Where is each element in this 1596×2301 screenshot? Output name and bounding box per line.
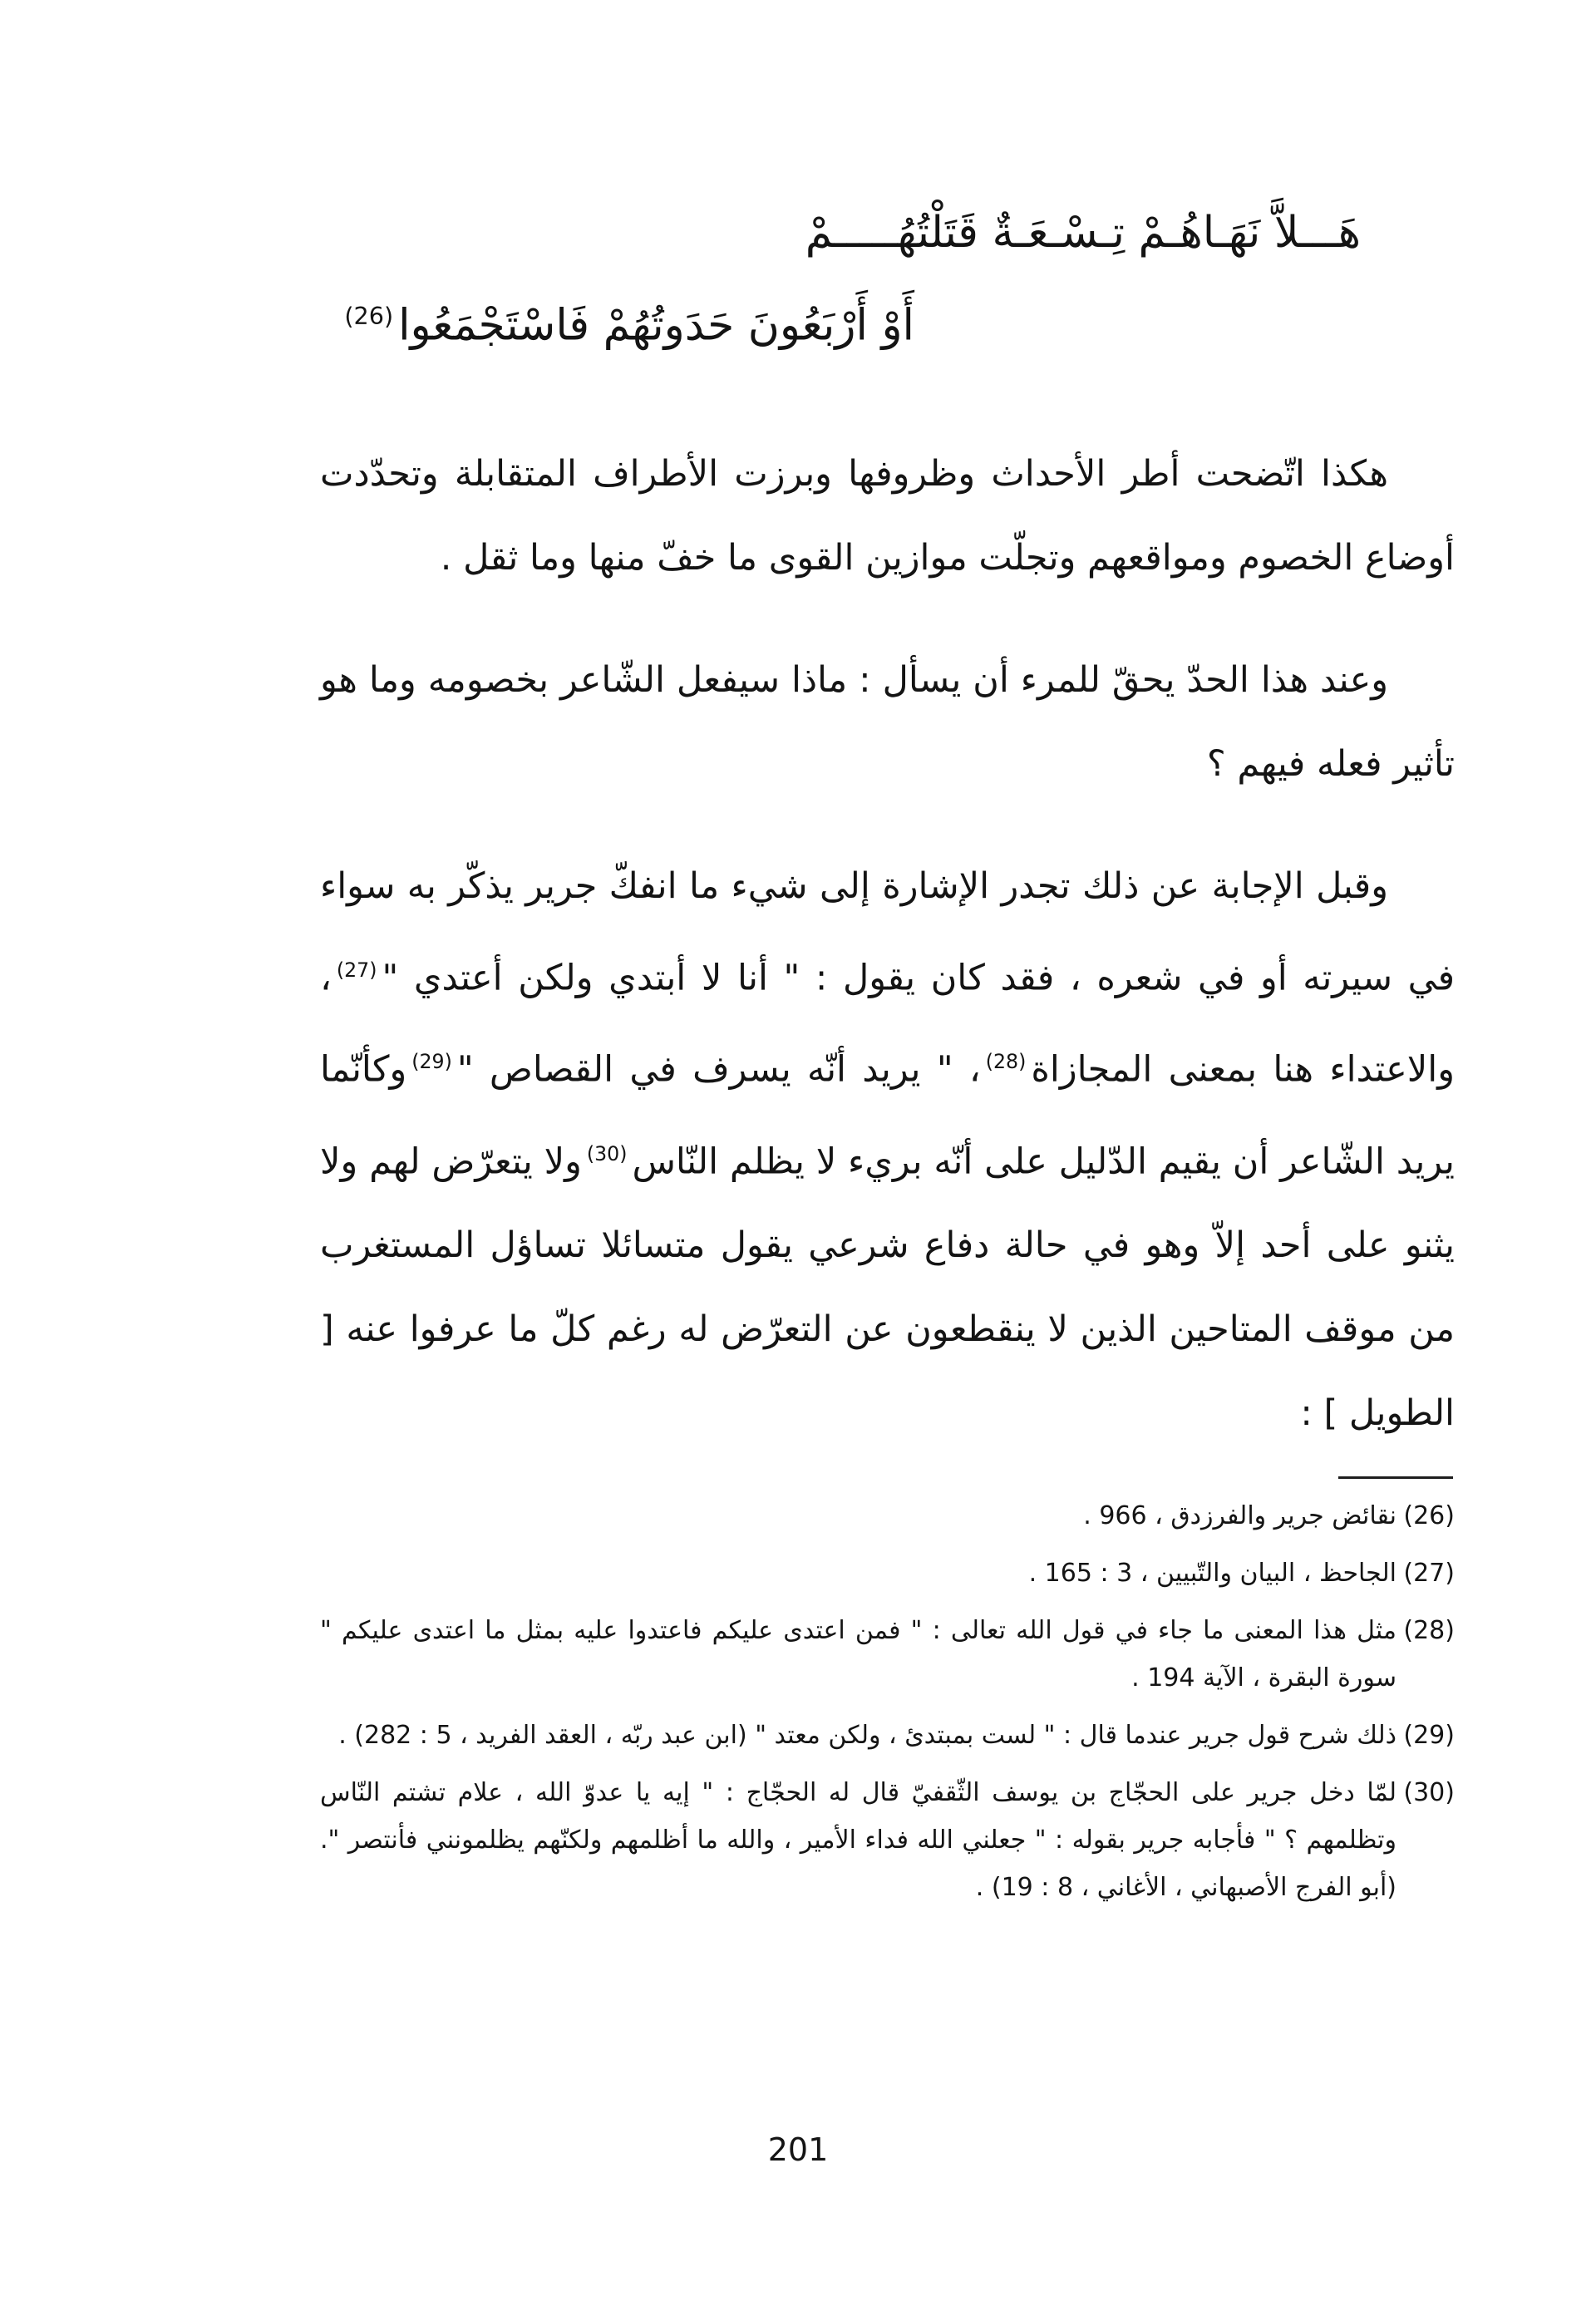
footnote-27	[320, 1550, 1455, 1597]
paragraph-3-part-3: ، " يريد أنّه يسرف في القصاص "	[456, 1048, 981, 1091]
footnote-text: نقائض جرير والفرزدق ، 966 .	[1083, 1501, 1396, 1530]
paragraph-1: هكذا اتّضحت أطر الأحداث وظروفها وبرزت الأطراف المتقابلة وتحدّدت أوضاع الخصوم ومواقعهم وتجلّت موازين القوى ما خفّ منها وما ثقل .	[320, 453, 1455, 579]
footnote-ref-30: (30)	[586, 1141, 628, 1165]
footnote-26	[320, 1492, 1455, 1540]
verse-line-2-text: أَوْ أَرْبَعُونَ حَدَوتُهُمْ فَاسْتَجْمَعُوا	[398, 300, 914, 351]
footnote-ref-28: (28)	[985, 1050, 1027, 1074]
paragraph-3-part-1: وقبل الإجابة عن ذلك تجدر الإشارة إلى شيء ما انفكّ جرير يذكّر به سواء في سيرته أو في شعره ، فقد كان يقول : " أنا لا أبتدي ولكن أعتدي "	[320, 865, 1455, 999]
paragraph-2: وعند هذا الحدّ يحقّ للمرء أن يسأل : ماذا سيفعل الشّاعر بخصومه وما هو تأثير فعله فيهم ؟	[320, 659, 1455, 785]
paragraph-3-part-2: ، والاعتداء هنا بمعنى المجازاة	[320, 957, 1455, 1091]
paragraph-3	[320, 845, 1455, 1456]
footnote-ref-27: (27)	[336, 958, 377, 982]
footnote-ref-26: (26)	[344, 302, 394, 330]
page-number: 201	[767, 2131, 829, 2168]
footnote-text: ذلك شرح قول جرير عندما قال : " لست بمبتدئ ، ولكن معتد " (ابن عبد ربّه ، العقد الفريد ، 5 : 282) .	[338, 1721, 1396, 1750]
footnote-ref-29: (29)	[411, 1050, 452, 1074]
paragraph-3-part-5: ولا يتعرّض لهم ولا يثنو على أحد إلاّ وهو في حالة دفاع شرعي يقول متسائلا تساؤل المستغرب من موقف المتاحين الذين لا ينقطعون عن التعرّض له رغم كلّ ما عرفوا عنه [ الطويل ] :	[320, 1140, 1455, 1434]
footnote-number: (26)	[1403, 1501, 1455, 1530]
paragraph-3-part-4: وكأنّما يريد الشّاعر أن يقيم الدّليل على أنّه بريء لا يظلم النّاس	[320, 1048, 1455, 1182]
footnote-number: (27)	[1403, 1559, 1455, 1588]
verse-line-1	[805, 200, 1361, 266]
footnotes	[320, 1492, 1455, 1921]
footnote-29	[320, 1712, 1455, 1759]
footnote-30	[320, 1769, 1455, 1911]
footnote-text: مثل هذا المعنى ما جاء في قول الله تعالى : " فمن اعتدى عليكم فاعتدوا عليه بمثل ما اعتدى عليكم " سورة البقرة ، الآية 194 .	[320, 1616, 1396, 1692]
footnote-number: (30)	[1403, 1778, 1455, 1807]
body-text	[320, 432, 1455, 1456]
footnote-separator	[1338, 1476, 1453, 1479]
footnote-text: لمّا دخل جرير على الحجّاج بن يوسف الثّقفيّ قال له الحجّاج : " إيه يا عدوّ الله ، علام تشتم النّاس وتظلمهم ؟ " فأجابه جرير بقوله : " جعلني الله فداء الأمير ، والله ما أظلمهم ولكنّهم يظلمونني فأنتصر ". (أبو الفرج الأصبهاني ، الأغاني ، 8 : 19) .	[320, 1778, 1396, 1902]
footnote-28	[320, 1607, 1455, 1702]
verse-line-2	[339, 283, 914, 358]
footnote-text: الجاحظ ، البيان والتّبيين ، 3 : 165 .	[1028, 1559, 1396, 1588]
footnote-number: (28)	[1403, 1616, 1455, 1645]
verse-line-1-text: هَـــلاَّ نَهَـاهُـمْ تِـسْـعَـةٌ قَتَلْتُهُـــــمْ	[805, 208, 1361, 258]
footnote-number: (29)	[1403, 1721, 1455, 1750]
